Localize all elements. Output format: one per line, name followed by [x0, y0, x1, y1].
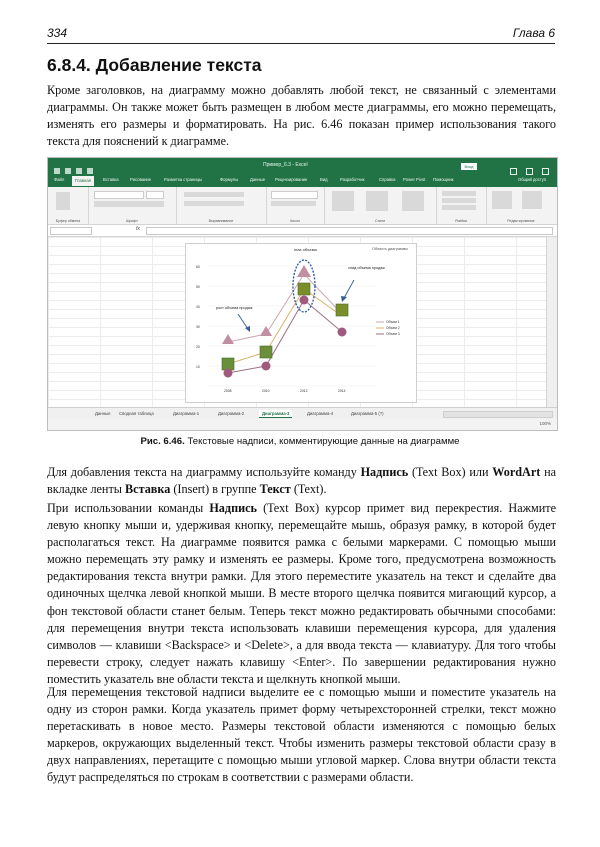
chart-legend — [376, 322, 384, 334]
marker-sphere-3 — [300, 296, 309, 305]
marker-square-4 — [336, 304, 348, 316]
excel-screenshot — [47, 157, 558, 431]
tab-page-layout[interactable]: Разметка страницы — [164, 177, 202, 182]
marker-square-3 — [298, 283, 310, 295]
callout-left[interactable]: рост объема продаж — [216, 306, 253, 310]
callout-arrow-left — [238, 314, 248, 329]
horizontal-scrollbar[interactable] — [443, 411, 553, 418]
ribbon — [48, 187, 557, 225]
formula-bar — [48, 225, 557, 237]
formula-input[interactable] — [146, 227, 553, 235]
marker-square-2 — [260, 346, 272, 358]
excel-title-bar — [48, 158, 557, 175]
tab-home[interactable]: Главная — [72, 176, 94, 186]
tab-help[interactable]: Справка — [379, 177, 396, 182]
section-title: 6.8.4. Добавление текста — [47, 55, 262, 75]
svg-text:Объем 1: Объем 1 — [386, 320, 400, 324]
chart-area-label: Область диаграммы — [372, 247, 408, 251]
sign-in-button[interactable]: Вход — [461, 163, 477, 170]
svg-text:Объем 2: Объем 2 — [386, 326, 400, 330]
callout-arrow-right — [344, 280, 354, 298]
paragraph-intro: Кроме заголовков, на диаграмму можно добавлять любой текст, не связанный с элементами диаграммы. Он также может быть размещен в любом месте диаграммы, его можно перемещать, изменять его размеры и форматировать. На рис. 6.46 показан пример использования такого текста для пояснений к диаграмме. — [47, 83, 556, 149]
ribbon-group-styles[interactable]: Стили — [324, 187, 437, 224]
callout-right[interactable]: спад объема продаж — [348, 266, 385, 270]
vertical-scrollbar[interactable] — [546, 237, 558, 407]
caption-number: Рис. 6.46. — [140, 436, 185, 447]
window-title: Пример_6.3 - Excel — [263, 162, 308, 168]
page-number: 334 — [47, 26, 68, 40]
running-header — [47, 26, 555, 42]
svg-text:60: 60 — [196, 265, 200, 269]
marker-triangle-1 — [222, 334, 234, 344]
ribbon-group-clipboard[interactable]: Буфер обмена — [48, 187, 89, 224]
ribbon-group-editing[interactable]: Редактирование — [486, 187, 556, 224]
ribbon-group-number[interactable]: Число — [266, 187, 325, 224]
svg-text:2014: 2014 — [338, 389, 346, 393]
marker-square-1 — [222, 358, 234, 370]
marker-sphere-2 — [262, 362, 271, 371]
axis-tick-labels — [196, 265, 346, 393]
status-bar — [48, 419, 557, 430]
svg-text:2012: 2012 — [300, 389, 308, 393]
share-button[interactable]: Общий доступ — [518, 177, 547, 182]
paragraph-moving-text: Для перемещения текстовой надписи выделите ее с помощью мыши и поместите указатель на одну из сторон рамки. Когда указатель примет форму четырехсторонней стрелки, текст можно перетаскивать в новое место. Размеры текстовой области изменяются с помощью белых маркеров, окружающих выделенный текст. Чтобы изменить размеры текстовой области сразу в двух направлениях, перетащите с помощью мыши угловой маркер. Слова внутри области текста будут распределяться по строкам в соответствии с размерами области. — [47, 685, 556, 785]
header-rule — [47, 43, 555, 44]
svg-text:30: 30 — [196, 325, 200, 329]
svg-text:50: 50 — [196, 285, 200, 289]
sheet-tab-pivot[interactable]: Сводная таблица — [119, 411, 154, 416]
series-line-3 — [228, 300, 342, 373]
svg-text:Объем 3: Объем 3 — [386, 332, 400, 336]
svg-text:2010: 2010 — [262, 389, 270, 393]
sheet-tab-chart-1[interactable]: Диаграмма-1 — [173, 411, 200, 416]
paragraph-text-box-usage: При использовании команды Надпись (Text Box) курсор примет вид перекрестия. Нажмите левую кнопку мыши и, удерживая кнопку, перемещайте мышь, образуя рамку, в которой будет располагаться текст. На диаграмме появится рамка с белыми маркерами. С помощью мыши можно перемещать эту рамку и изменять ее размеры. Кроме того, предусмотрена возможность редактирования текста внутри рамки. Для этого переместите указатель на текст и сделайте два одиночных щелчка левой кнопкой мыши. В месте второго щелчка появится мигающий курсор, а фон текстовой области станет белым. Теперь текст можно редактировать обычными способами: для перемещения внутри текста использовать клавиши перемещения курсора, для удаления символов — клавиши <Backspace> и <Delete>, а для ввода текста — клавиатуру. Для того чтобы перевести строку, следует нажать клавишу <Enter>. По завершении редактирования нужно поместить указатель вне области текста и щелкнуть кнопкой мыши. — [47, 501, 556, 686]
marker-triangle-3 — [297, 265, 311, 277]
marker-sphere-1 — [224, 369, 233, 378]
tab-insert[interactable]: Вставка — [103, 177, 119, 182]
sheet-tab-chart-5[interactable]: Диаграмма-5 (?) — [351, 411, 384, 416]
callout-top[interactable]: max объема — [294, 247, 317, 252]
tab-review[interactable]: Рецензирование — [275, 177, 308, 182]
paragraph-add-text: Для добавления текста на диаграмму используйте команду Надпись (Text Box) или WordArt на вкладке ленты Вставка (Insert) в группе Текст (Text). — [47, 465, 557, 497]
tab-developer[interactable]: Разработчик — [340, 177, 365, 182]
tab-tell-me[interactable]: Помощник — [433, 177, 454, 182]
marker-sphere-4 — [338, 328, 347, 337]
tab-formulas[interactable]: Формулы — [220, 177, 239, 182]
figure-caption — [0, 436, 600, 447]
window-controls[interactable] — [501, 162, 551, 170]
chart-area[interactable] — [185, 243, 417, 403]
tab-data[interactable]: Данные — [250, 177, 266, 182]
ribbon-group-font[interactable]: Шрифт — [88, 187, 177, 224]
quick-access-toolbar — [54, 161, 114, 171]
fx-label: fx — [136, 226, 140, 232]
svg-text:20: 20 — [196, 345, 200, 349]
chapter-label: Глава 6 — [512, 26, 555, 40]
sheet-tab-chart-2[interactable]: Диаграмма-2 — [218, 411, 245, 416]
sheet-tab-chart-3[interactable]: Диаграмма-3 — [259, 410, 292, 418]
svg-text:40: 40 — [196, 305, 200, 309]
tab-view[interactable]: Вид — [320, 177, 328, 182]
zoom-level[interactable]: 100% — [539, 421, 551, 426]
ribbon-group-alignment[interactable]: Выравнивание — [176, 187, 267, 224]
series-line-2 — [228, 289, 342, 364]
name-box[interactable] — [50, 227, 92, 235]
ribbon-group-cells[interactable]: Ячейки — [436, 187, 487, 224]
caption-text: Текстовые надписи, комментирующие данные на диаграмме — [184, 436, 460, 447]
svg-text:2008: 2008 — [224, 389, 232, 393]
ribbon-tabs — [48, 175, 557, 187]
sheet-tab-data[interactable]: Данные — [95, 411, 111, 416]
tab-power-pivot[interactable]: Power Pivot — [403, 177, 426, 182]
svg-text:10: 10 — [196, 365, 200, 369]
sheet-tab-chart-4[interactable]: Диаграмма-4 — [307, 411, 334, 416]
tab-draw[interactable]: Рисование — [130, 177, 152, 182]
tab-file[interactable]: Файл — [54, 177, 65, 182]
